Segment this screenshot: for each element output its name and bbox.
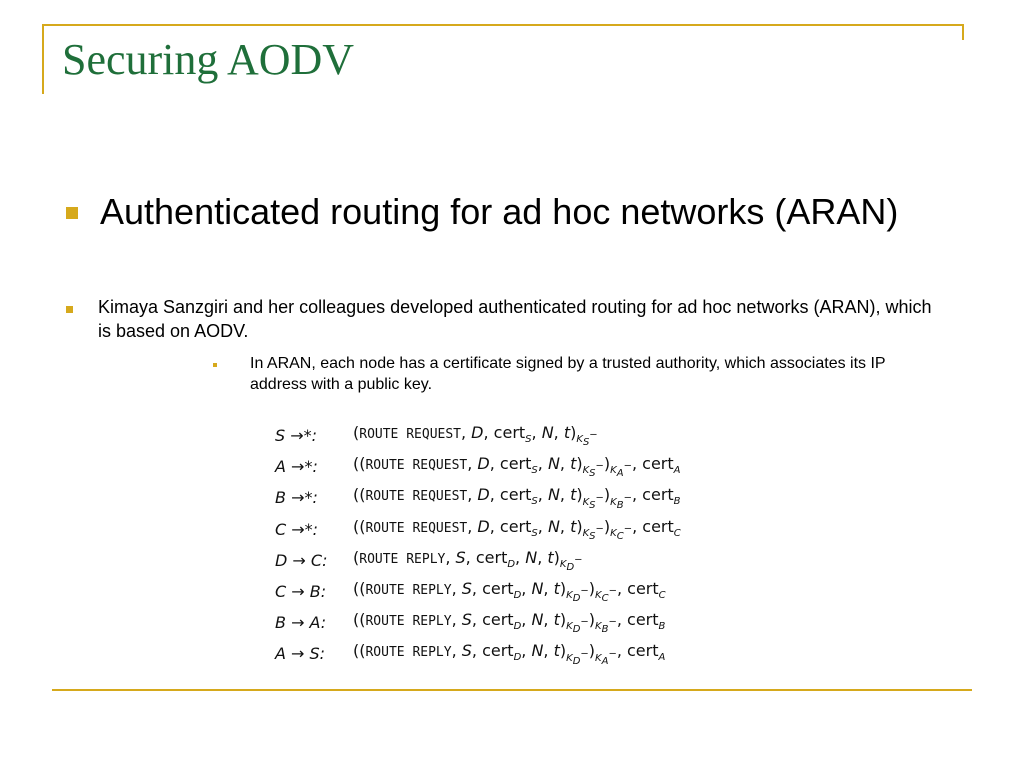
protocol-direction: A → S: xyxy=(275,644,326,664)
protocol-line xyxy=(275,420,681,451)
frame-right-rule xyxy=(962,24,964,40)
protocol-direction: B →*: xyxy=(275,488,318,508)
protocol-direction: B → A: xyxy=(275,613,327,633)
frame-bottom-rule xyxy=(52,689,972,691)
protocol-message: ((ROUTE REPLY, S, cert$_D$, N, $t)_{K_D^-})_{K_C^-}$, cert$_C$ xyxy=(353,578,666,605)
bullet-square-icon xyxy=(213,363,217,367)
bullet-square-icon xyxy=(66,207,78,219)
protocol-direction: C →*: xyxy=(275,519,319,539)
protocol-message: (ROUTE REQUEST, D, cert$_S$, N, $t)_{K_S^-}$ xyxy=(353,423,598,449)
protocol-line xyxy=(275,607,681,638)
slide-title: Securing AODV xyxy=(62,35,355,84)
protocol-direction: C → B: xyxy=(275,582,327,602)
protocol-message: ((ROUTE REQUEST, D, cert$_S$, N, $t)_{K_S^-})_{K_B^-}$, cert$_B$ xyxy=(353,485,681,511)
bullet-secondary: Kimaya Sanzgiri and her colleagues developed authenticated routing for ad hoc networks (ARAN), which is based on AODV. xyxy=(98,297,932,341)
protocol-message: ((ROUTE REQUEST, D, cert$_S$, N, $t)_{K_S^-})_{K_C^-}$, cert$_C$ xyxy=(353,516,681,542)
protocol-line xyxy=(275,576,681,607)
frame-top-rule xyxy=(44,24,964,26)
protocol-line xyxy=(275,451,681,482)
bullet-tertiary: In ARAN, each node has a certificate signed by a trusted authority, which associates its IP address with a public key. xyxy=(250,355,886,393)
protocol-line xyxy=(275,514,681,545)
protocol-line xyxy=(275,545,681,576)
frame-left-rule xyxy=(42,24,44,94)
protocol-line xyxy=(275,482,681,513)
protocol-figure xyxy=(275,420,681,670)
protocol-message: ((ROUTE REPLY, S, cert$_D$, N, $t)_{K_D^-})_{K_B^-}$, cert$_B$ xyxy=(353,610,666,636)
bullet-square-icon xyxy=(66,306,73,313)
protocol-message: (ROUTE REPLY, S, cert$_D$, N, $t)_{K_D^-}$ xyxy=(353,547,583,573)
protocol-direction: A →*: xyxy=(275,457,318,477)
protocol-direction: S →*: xyxy=(275,426,318,446)
protocol-message: ((ROUTE REPLY, S, cert$_D$, N, $t)_{K_D^-})_{K_A^-}$, cert$_A$ xyxy=(353,641,666,667)
bullet-main: Authenticated routing for ad hoc networks (ARAN) xyxy=(100,191,899,232)
protocol-message: ((ROUTE REQUEST, D, cert$_S$, N, $t)_{K_S^-})_{K_A^-}$, cert$_A$ xyxy=(353,454,681,480)
protocol-line xyxy=(275,638,681,669)
protocol-direction: D → C: xyxy=(275,550,328,570)
